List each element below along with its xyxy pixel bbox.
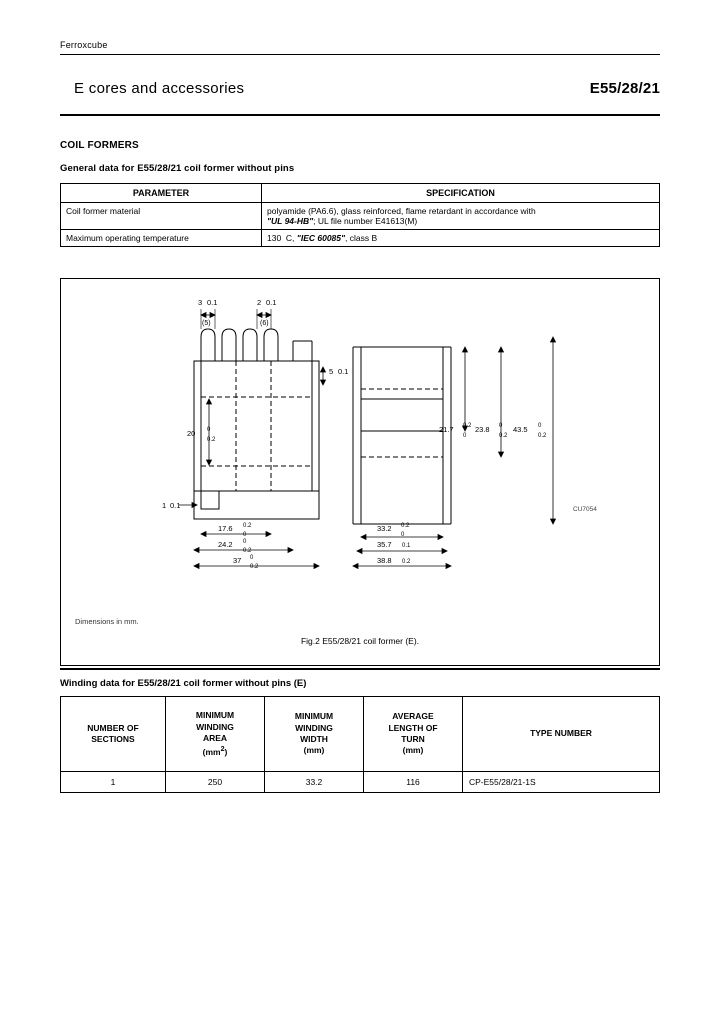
cell-spec-temperature [262,230,660,247]
spec-material-line1: polyamide (PA6.6), glass reinforced, flame retardant in accordance with [267,206,536,216]
hdr-line: NUMBER OF [87,722,139,733]
dim-w3-tol-up: 0 [250,555,254,561]
col-parameter: PARAMETER [61,184,262,203]
hdr-line: SECTIONS [91,734,135,744]
dim-w3-tol-dn: 0.2 [250,564,259,570]
dim-top-left-ref: (5) [202,320,211,327]
col-type-number: TYPE NUMBER [463,697,660,772]
dim-d2-tol: 0.1 [402,543,411,549]
brand-label: Ferroxcube [60,40,108,50]
hdr-line: WINDING [295,722,333,733]
figure-box [60,278,660,666]
dim-top-right-tol: 0.1 [266,298,277,307]
table-row [61,203,660,230]
title-rule [60,114,660,116]
dim-h1-tol-dn: 0 [463,433,467,439]
dim-top-right-ref: (6) [260,320,269,327]
spec-temp-tail: , class B [345,233,378,243]
part-code: E55/28/21 [589,80,660,97]
hdr-line: AVERAGE [392,711,434,722]
figure-caption: Fig.2 E55/28/21 coil former (E). [300,636,420,646]
winding-data-table [60,696,660,793]
winding-data-heading: Winding data for E55/28/21 coil former without pins (E) [60,678,307,689]
dim-d1-tol-dn: 0 [401,532,405,538]
cell-area: 250 [166,772,265,793]
dim-h1-main: 21.7 [439,425,454,434]
dim-w2-tol-dn: 0.2 [243,548,252,554]
dim-h3-tol-dn: 0.2 [538,433,547,439]
dim-h2-tol-dn: 0.2 [499,433,508,439]
hdr-line: MINIMUM [195,710,235,721]
spec-temp-standard: "IEC 60085" [296,233,346,243]
col-average-length-of-turn [364,697,463,772]
dim-h3-tol-up: 0 [538,423,542,429]
cell-turn: 116 [364,772,463,793]
general-data-table [60,183,660,247]
dim-slot-tol: 0.1 [338,367,349,376]
table-header-row [61,184,660,203]
col-number-of-sections [61,697,166,772]
dim-w3-main: 37 [233,556,242,565]
dim-d2-main: 35.7 [377,540,392,549]
hdr-line: (mm [202,746,221,757]
dim-w1-tol-up: 0.2 [243,523,252,529]
table-header-row [61,697,660,772]
table-row [61,772,660,793]
header-rule [60,54,660,55]
dim-h2-main: 23.8 [475,425,490,434]
title-row [60,80,660,108]
cell-type-number: CP-E55/28/21-1S [463,772,660,793]
hdr-line: WINDING [196,721,234,732]
hdr-line: MINIMUM [294,711,334,722]
figure-rule [60,668,660,670]
dim-d3-main: 38.8 [377,556,392,565]
cell-parameter-material: Coil former material [61,203,262,230]
hdr-superscript: 2 [220,744,225,753]
general-data-heading: General data for E55/28/21 coil former without pins [60,163,295,174]
hdr-line: WIDTH [300,734,328,744]
table-row [61,230,660,247]
dim-inner-tol-up: 0 [207,427,211,433]
dim-inner-tol-dn: 0.2 [207,437,216,443]
dim-wall-tol: 0.1 [170,501,181,510]
hdr-line: TURN [401,734,425,744]
spec-material-standard: "UL 94-HB" [267,216,314,226]
dim-top-left-tol: 0.1 [207,298,218,307]
dim-top-left-main: 3 [198,298,203,307]
page-title: E cores and accessories [74,80,245,97]
dim-h1-tol-up: 0.2 [463,423,472,429]
dim-w1-tol-dn: 0 [243,532,247,538]
dim-top-right-main: 2 [257,298,262,307]
dim-d1-tol-up: 0.2 [401,523,410,529]
col-specification: SPECIFICATION [262,184,660,203]
col-minimum-winding-width [265,697,364,772]
dimensions-note: Dimensions in mm. [75,617,139,626]
cell-parameter-temperature: Maximum operating temperature [61,230,262,247]
coil-former-drawing [61,279,659,665]
hdr-line: ) [224,746,228,757]
cell-sections: 1 [61,772,166,793]
dim-h3-main: 43.5 [513,425,528,434]
spec-temp-unit: C, [285,233,297,243]
dim-wall-main: 1 [162,501,167,510]
hdr-line: LENGTH OF [388,722,438,733]
hdr-line: (mm) [303,745,325,756]
drawing-code: CU7054 [573,506,597,513]
col-minimum-winding-area [166,697,265,772]
cell-spec-material [262,203,660,230]
section-heading: COIL FORMERS [60,140,139,151]
dim-w2-main: 24.2 [218,540,233,549]
spec-temp-value: 130 [267,233,282,243]
hdr-line: AREA [202,733,228,744]
dim-d3-tol: 0.2 [402,559,411,565]
cell-width: 33.2 [265,772,364,793]
hdr-line: (mm) [402,745,424,756]
spec-material-tail: ; UL file number E41613(M) [313,216,418,226]
dim-h2-tol-up: 0 [499,423,503,429]
dim-w2-tol-up: 0 [243,539,247,545]
dim-d1-main: 33.2 [377,524,392,533]
dim-w1-main: 17.6 [218,524,233,533]
dim-inner-main: 20 [187,429,196,438]
dim-slot-main: 5 [329,367,334,376]
